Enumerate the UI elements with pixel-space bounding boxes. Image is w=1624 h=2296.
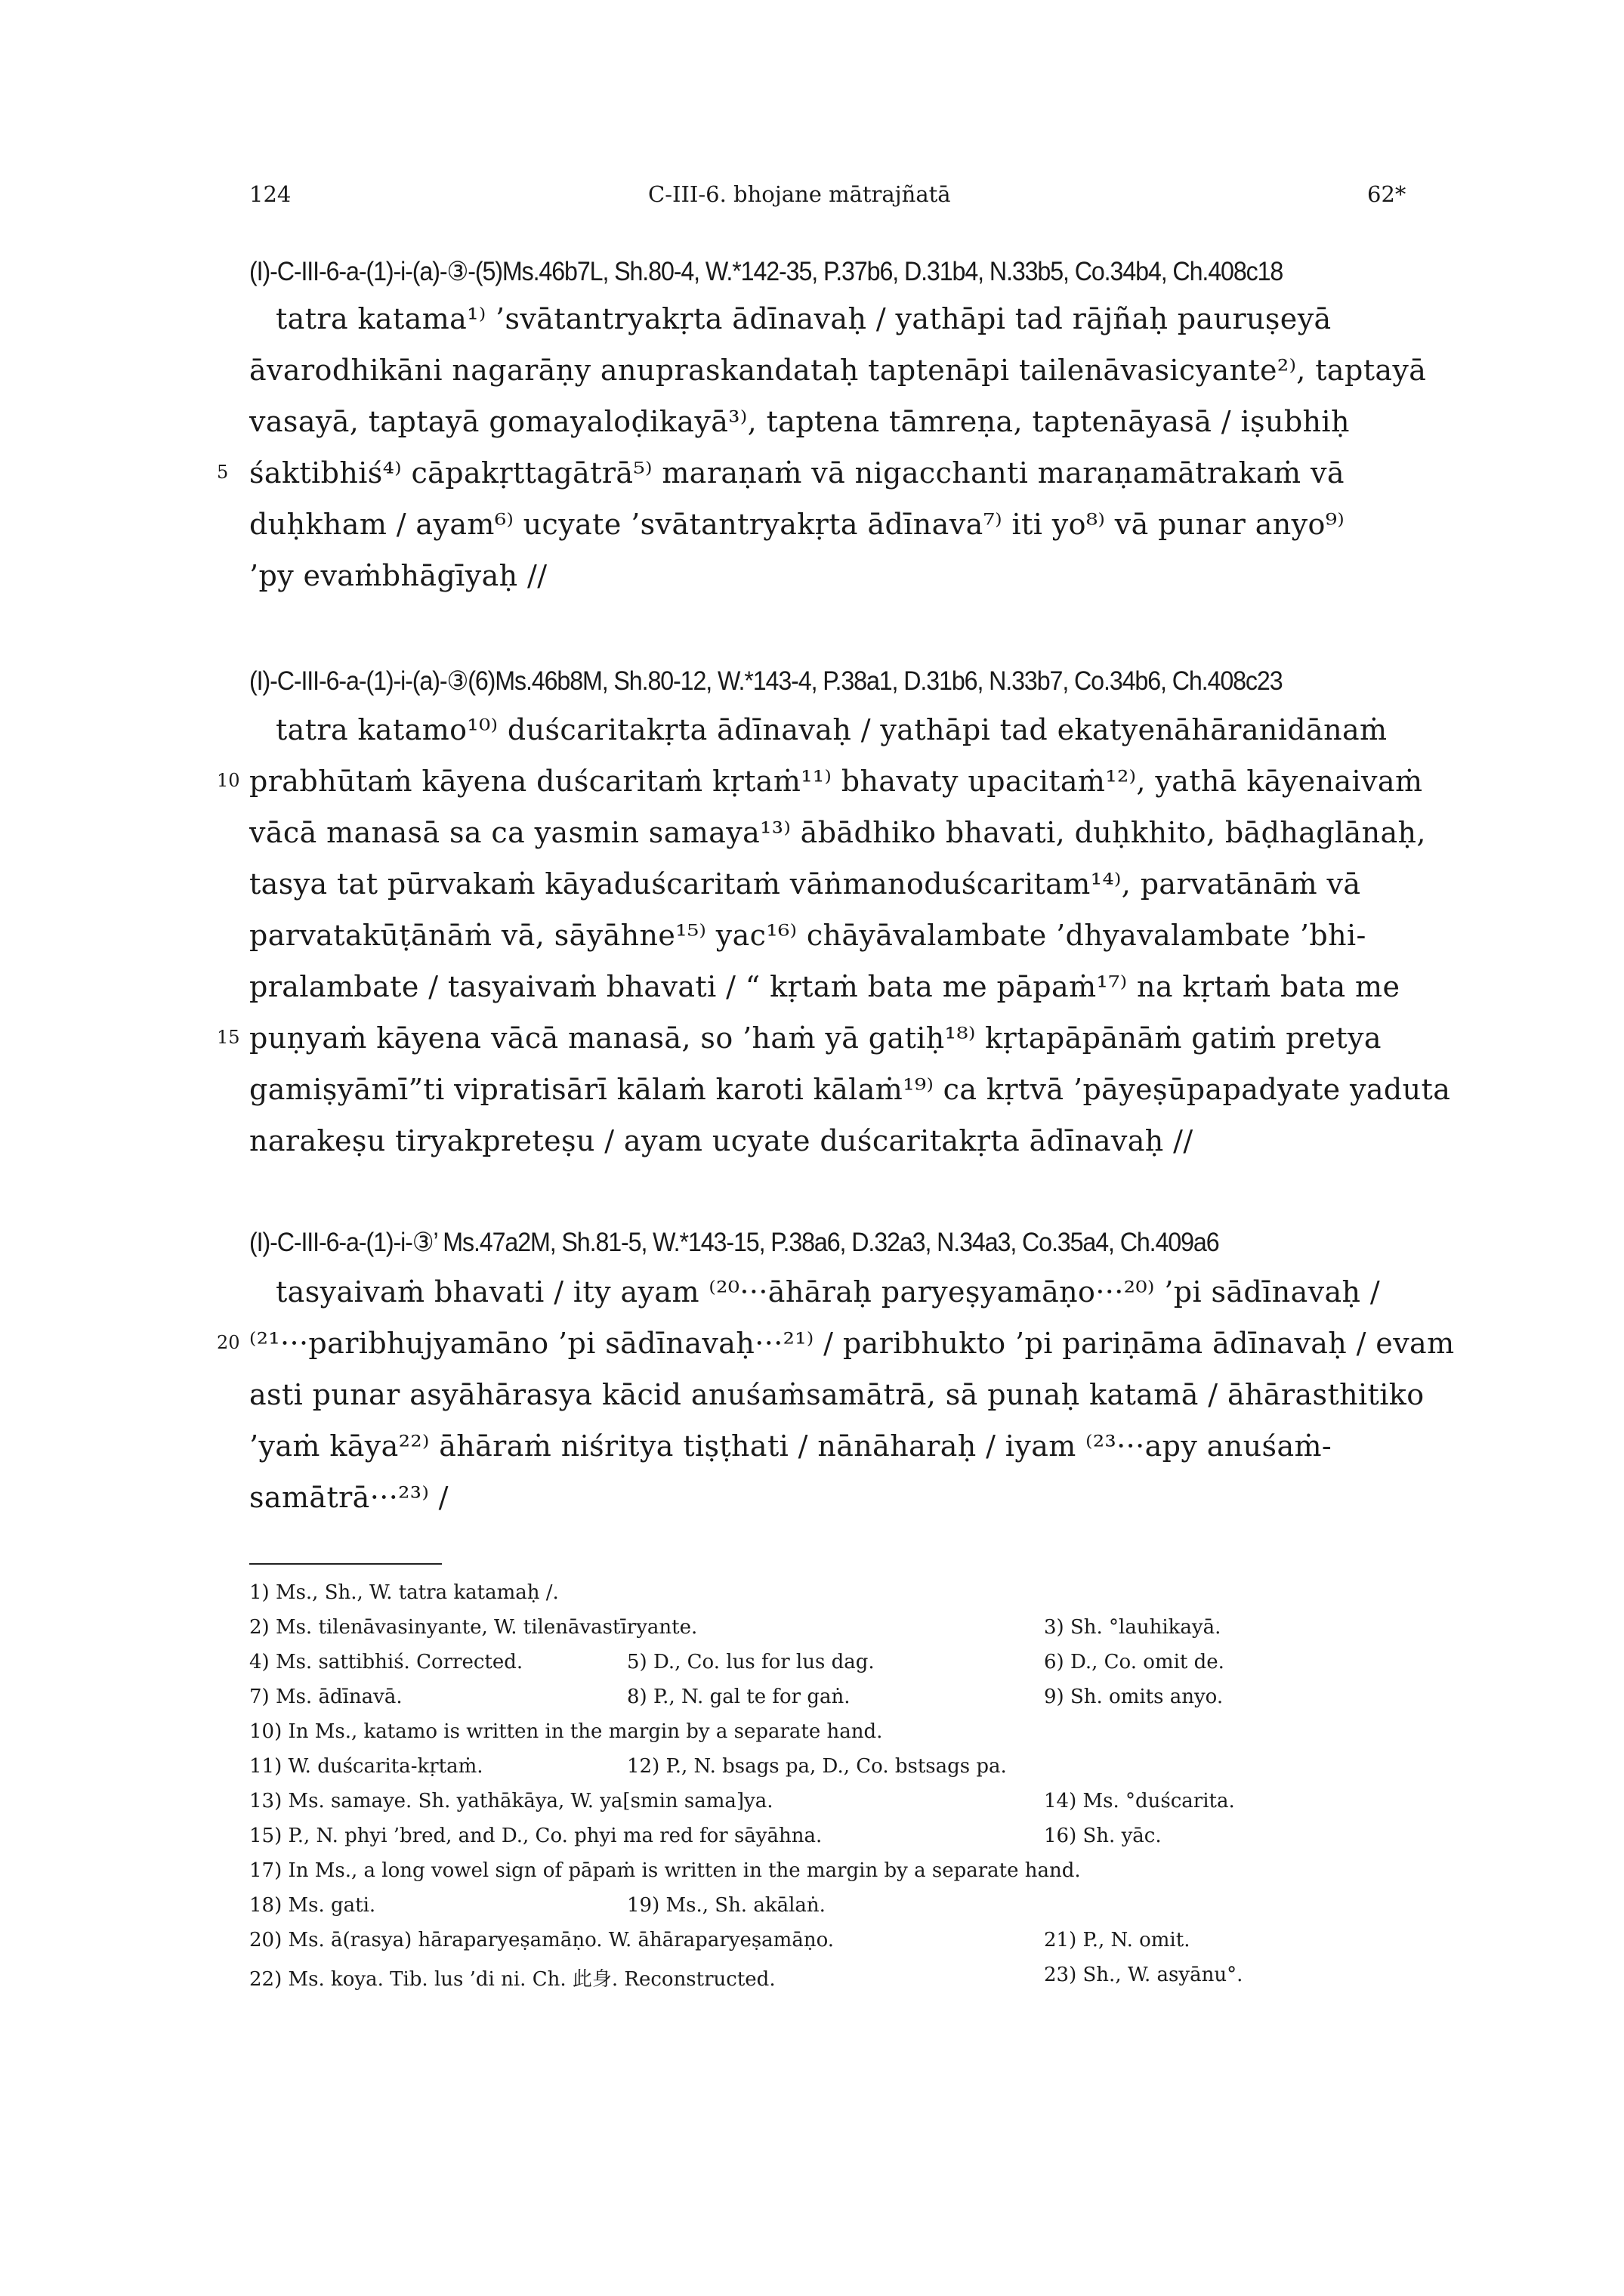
text-line: āvarodhikāni nagarāṇy anupraskandataḥ taptenāpi tailenāvasicyante²⁾, taptayā — [249, 354, 1427, 387]
footnote: 23) Sh., W. asyānu°. — [1044, 1964, 1243, 1986]
text-line: duḥkham / ayam⁶⁾ ucyate ’svātantryakṛta ādīnava⁷⁾ iti yo⁸⁾ vā punar anyo⁹⁾ — [249, 508, 1345, 541]
footnote: 12) P., N. bsags pa, D., Co. bstsags pa. — [627, 1755, 1007, 1778]
text-line: tatra katama¹⁾ ’svātantryakṛta ādīnavaḥ / yathāpi tad rājñaḥ pauruṣeyā — [276, 302, 1332, 335]
text-line: ⁽²¹···paribhujyamāno ’pi sādīnavaḥ···²¹⁾ / paribhukto ’pi pariṇāma ādīnavaḥ / evam — [249, 1327, 1455, 1360]
footnote: 5) D., Co. lus for lus dag. — [627, 1651, 875, 1673]
footnote: 6) D., Co. omit de. — [1044, 1651, 1224, 1673]
line-number: 15 — [217, 1027, 240, 1048]
footnote: 9) Sh. omits anyo. — [1044, 1686, 1224, 1708]
footnote: 15) P., N. phyi ’bred, and D., Co. phyi ma red for sāyāhna. — [249, 1825, 823, 1847]
line-number: 10 — [217, 770, 240, 791]
text-line: śaktibhiś⁴⁾ cāpakṛttagātrā⁵⁾ maraṇaṁ vā nigacchanti maraṇamātrakaṁ vā — [249, 456, 1345, 490]
line-number: 5 — [217, 462, 229, 483]
footnote: 14) Ms. °duścarita. — [1044, 1790, 1235, 1812]
text-line: vasayā, taptayā gomayaloḍikayā³⁾, taptena tāmreṇa, taptenāyasā / iṣubhiḥ — [249, 405, 1350, 438]
text-line: tatra katamo¹⁰⁾ duścaritakṛta ādīnavaḥ / yathāpi tad ekatyenāhāranidānaṁ — [276, 713, 1388, 746]
footnote: 7) Ms. ādīnavā. — [249, 1686, 403, 1708]
page-number: 124 — [249, 181, 292, 207]
text-line: ’py evaṁbhāgīyaḥ // — [249, 559, 548, 592]
footnote: 11) W. duścarita-kṛtaṁ. — [249, 1755, 483, 1778]
footnote: 4) Ms. sattibhiś. Corrected. — [249, 1651, 523, 1673]
text-line: parvatakūṭānāṁ vā, sāyāhne¹⁵⁾ yac¹⁶⁾ chāyāvalambate ’dhyavalambate ’bhi- — [249, 919, 1366, 952]
footnote: 21) P., N. omit. — [1044, 1929, 1190, 1951]
footnote: 10) In Ms., katamo is written in the margin by a separate hand. — [249, 1720, 883, 1743]
section-reference: (I)-C-III-6-a-(1)-i-(a)-③(6)Ms.46b8M, Sh.80-12, W.*143-4, P.38a1, D.31b6, N.33b7, Co.34b6, Ch.408c23 — [249, 666, 1283, 696]
text-line: ’yaṁ kāya²²⁾ āhāraṁ niśritya tiṣṭhati / nānāharaḥ / iyam ⁽²³···apy anuśaṁ- — [249, 1429, 1332, 1463]
line-number: 20 — [217, 1332, 240, 1353]
text-line: samātrā···²³⁾ / — [249, 1481, 449, 1514]
text-line: asti punar asyāhārasya kācid anuśaṁsamātrā, sā punaḥ katamā / āhārasthitiko — [249, 1378, 1425, 1411]
text-line: narakeṣu tiryakpreteṣu / ayam ucyate duścaritakṛta ādīnavaḥ // — [249, 1124, 1193, 1157]
footnote: 20) Ms. ā(rasya) hāraparyeṣamāṇo. W. āhāraparyeṣamāṇo. — [249, 1929, 835, 1951]
footnote: 2) Ms. tilenāvasinyante, W. tilenāvastīryante. — [249, 1616, 698, 1639]
text-line: vācā manasā sa ca yasmin samaya¹³⁾ ābādhiko bhavati, duḥkhito, bāḍhaglānaḥ, — [249, 816, 1426, 849]
text-line: tasyaivaṁ bhavati / ity ayam ⁽²⁰···āhāraḥ paryeṣyamāṇo···²⁰⁾ ’pi sādīnavaḥ / — [276, 1275, 1381, 1309]
text-line: puṇyaṁ kāyena vācā manasā, so ’haṁ yā gatiḥ¹⁸⁾ kṛtapāpānāṁ gatiṁ pretya — [249, 1021, 1382, 1055]
section-reference: (I)-C-III-6-a-(1)-i-③’ Ms.47a2M, Sh.81-5, W.*143-15, P.38a6, D.32a3, N.34a3, Co.35a4, Ch.409a6 — [249, 1228, 1219, 1257]
text-line: pralambate / tasyaivaṁ bhavati / “ kṛtaṁ bata me pāpaṁ¹⁷⁾ na kṛtaṁ bata me — [249, 970, 1400, 1003]
footnote-rule — [249, 1563, 442, 1565]
footnote: 16) Sh. yāc. — [1044, 1825, 1162, 1847]
footnote: 22) Ms. koya. Tib. lus ’di ni. Ch. 此身. Reconstructed. — [249, 1968, 776, 1991]
footnote: 17) In Ms., a long vowel sign of pāpaṁ is written in the margin by a separate hand. — [249, 1859, 1081, 1882]
running-title: C-III-6. bhojane mātrajñatā — [648, 181, 951, 207]
footnote: 8) P., N. gal te for gaṅ. — [627, 1686, 851, 1708]
footnote: 3) Sh. °lauhikayā. — [1044, 1616, 1221, 1639]
footnote: 13) Ms. samaye. Sh. yathākāya, W. ya[smin sama]ya. — [249, 1790, 773, 1812]
text-line: tasya tat pūrvakaṁ kāyaduścaritaṁ vāṅmanoduścaritam¹⁴⁾, parvatānāṁ vā — [249, 867, 1361, 901]
folio-reference: 62* — [1367, 181, 1406, 207]
footnote: 19) Ms., Sh. akālaṅ. — [627, 1894, 826, 1917]
footnote: 1) Ms., Sh., W. tatra katamaḥ /. — [249, 1581, 559, 1604]
text-line: gamiṣyāmī”ti vipratisārī kālaṁ karoti kālaṁ¹⁹⁾ ca kṛtvā ’pāyeṣūpapadyate yaduta — [249, 1073, 1451, 1106]
footnote: 18) Ms. gati. — [249, 1894, 376, 1917]
text-line: prabhūtaṁ kāyena duścaritaṁ kṛtaṁ¹¹⁾ bhavaty upacitaṁ¹²⁾, yathā kāyenaivaṁ — [249, 765, 1423, 798]
section-reference: (I)-C-III-6-a-(1)-i-(a)-③-(5)Ms.46b7L, Sh.80-4, W.*142-35, P.37b6, D.31b4, N.33b5, Co.34b4, Ch.408c18 — [249, 257, 1283, 286]
